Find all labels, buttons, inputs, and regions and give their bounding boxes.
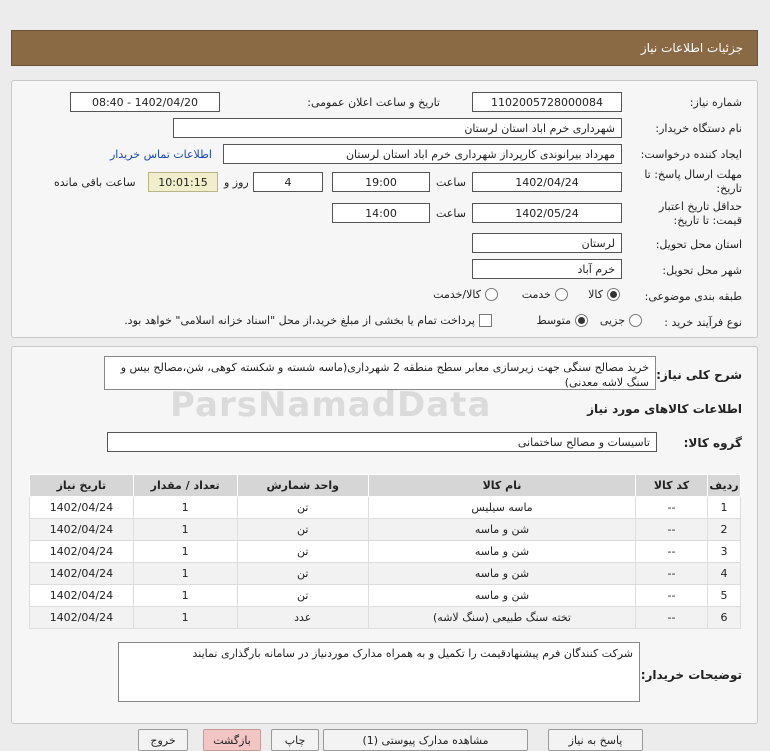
- cell-unit: عدد: [237, 607, 368, 629]
- summary-text: خرید مصالح سنگی جهت زیرسازی معابر سطح منطقه 2 شهرداری(ماسه شسته و شکسته کوهی، شن،مصالح بیس و سنگ لاشه معدنی): [104, 356, 656, 390]
- cell-date: 1402/04/24: [30, 563, 134, 585]
- goods-table-header: [30, 475, 741, 497]
- process-option-medium[interactable]: متوسط: [536, 314, 588, 327]
- city-field: خرم آباد: [472, 259, 622, 279]
- table-row: [30, 607, 741, 629]
- cell-qty: 1: [133, 519, 237, 541]
- cell-name: تخته سنگ طبیعی (سنگ لاشه): [368, 607, 635, 629]
- days-remaining-field: 4: [253, 172, 323, 192]
- goods-section-title: اطلاعات کالاهای مورد نیاز: [587, 402, 742, 416]
- announce-field: 1402/04/20 - 08:40: [70, 92, 220, 112]
- cell-code: --: [636, 607, 708, 629]
- page-title: جزئیات اطلاعات نیاز: [640, 41, 743, 55]
- table-row: [30, 497, 741, 519]
- cell-date: 1402/04/24: [30, 607, 134, 629]
- col-name-header: نام کالا: [368, 475, 635, 497]
- buyer-notes-label: توضیحات خریدار:: [640, 668, 742, 682]
- cell-row: 1: [707, 497, 740, 519]
- cell-row: 4: [707, 563, 740, 585]
- table-row: [30, 541, 741, 563]
- cell-date: 1402/04/24: [30, 497, 134, 519]
- deadline-date-field: 1402/04/24: [472, 172, 622, 192]
- goods-group-field: تاسیسات و مصالح ساختمانی: [107, 432, 657, 452]
- validity-time-label: ساعت: [436, 207, 466, 220]
- col-qty-header: تعداد / مقدار: [133, 475, 237, 497]
- cell-qty: 1: [133, 563, 237, 585]
- cell-unit: تن: [237, 519, 368, 541]
- goods-table-wrapper: [29, 474, 741, 629]
- goods-group-label: گروه کالا:: [683, 436, 742, 450]
- remaining-time-field: 10:01:15: [148, 172, 218, 192]
- cell-code: --: [636, 585, 708, 607]
- radio-icon[interactable]: [555, 288, 568, 301]
- cell-name: شن و ماسه: [368, 519, 635, 541]
- deadline-time-field: 19:00: [332, 172, 430, 192]
- cell-qty: 1: [133, 585, 237, 607]
- payment-treasury-option[interactable]: پرداخت تمام یا بخشی از مبلغ خرید،از محل "اسناد خزانه اسلامی" خواهد بود.: [124, 314, 492, 327]
- category-option-service[interactable]: خدمت: [522, 288, 568, 301]
- remaining-time-label: ساعت باقی مانده: [54, 176, 136, 189]
- radio-selected-icon[interactable]: [607, 288, 620, 301]
- table-row: [30, 563, 741, 585]
- cell-date: 1402/04/24: [30, 519, 134, 541]
- cell-unit: تن: [237, 497, 368, 519]
- validity-date-field: 1402/05/24: [472, 203, 622, 223]
- deadline-label-line2: تاریخ:: [716, 182, 742, 195]
- process-label: نوع فرآیند خرید :: [664, 316, 742, 329]
- category-option-goods[interactable]: کالا: [588, 288, 620, 301]
- validity-label-line1: حداقل تاریخ اعتبار: [658, 200, 742, 213]
- col-row-header: ردیف: [707, 475, 740, 497]
- cell-code: --: [636, 541, 708, 563]
- cell-unit: تن: [237, 585, 368, 607]
- table-row: [30, 585, 741, 607]
- deadline-label-line1: مهلت ارسال پاسخ: تا: [644, 168, 742, 181]
- need-number-field: 1102005728000084: [472, 92, 622, 112]
- view-attachments-button[interactable]: مشاهده مدارک پیوستی (1): [323, 729, 528, 751]
- col-code-header: کد کالا: [636, 475, 708, 497]
- radio-icon[interactable]: [629, 314, 642, 327]
- cell-row: 3: [707, 541, 740, 563]
- cell-name: شن و ماسه: [368, 541, 635, 563]
- city-label: شهر محل تحویل:: [662, 264, 742, 277]
- province-field: لرستان: [472, 233, 622, 253]
- deadline-time-label: ساعت: [436, 176, 466, 189]
- exit-button[interactable]: خروج: [138, 729, 188, 751]
- reply-to-need-button[interactable]: پاسخ به نیاز: [548, 729, 643, 751]
- cell-date: 1402/04/24: [30, 585, 134, 607]
- cell-qty: 1: [133, 497, 237, 519]
- col-unit-header: واحد شمارش: [237, 475, 368, 497]
- cell-unit: تن: [237, 563, 368, 585]
- watermark: ParsNamadData: [170, 385, 492, 425]
- cell-name: شن و ماسه: [368, 563, 635, 585]
- category-option-goods-service[interactable]: کالا/خدمت: [433, 288, 498, 301]
- province-label: استان محل تحویل:: [655, 238, 742, 251]
- requester-field: مهرداد بیرانوندی کارپرداز شهرداری خرم اباد استان لرستان: [223, 144, 622, 164]
- announce-label: تاریخ و ساعت اعلان عمومی:: [307, 96, 440, 109]
- cell-name: شن و ماسه: [368, 585, 635, 607]
- need-number-label: شماره نیاز:: [689, 96, 742, 109]
- cell-name: ماسه سیلیس: [368, 497, 635, 519]
- cell-code: --: [636, 497, 708, 519]
- cell-qty: 1: [133, 541, 237, 563]
- cell-row: 6: [707, 607, 740, 629]
- cell-row: 2: [707, 519, 740, 541]
- validity-label-line2: قیمت: تا تاریخ:: [673, 214, 742, 227]
- page-title-bar: [11, 30, 758, 66]
- buyer-notes-text: شرکت کنندگان فرم پیشنهادقیمت را تکمیل و به همراه مدارک موردنیاز در سامانه بارگذاری نمایند: [118, 642, 640, 702]
- category-label: طبقه بندی موضوعی:: [644, 290, 742, 303]
- cell-date: 1402/04/24: [30, 541, 134, 563]
- radio-icon[interactable]: [485, 288, 498, 301]
- buyer-org-label: نام دستگاه خریدار:: [655, 122, 742, 135]
- requester-label: ایجاد کننده درخواست:: [640, 148, 742, 161]
- cell-code: --: [636, 519, 708, 541]
- validity-time-field: 14:00: [332, 203, 430, 223]
- buyer-org-field: شهرداری خرم اباد استان لرستان: [173, 118, 622, 138]
- cell-row: 5: [707, 585, 740, 607]
- back-button[interactable]: بازگشت: [203, 729, 261, 751]
- goods-table: [29, 474, 741, 629]
- days-label: روز و: [224, 176, 249, 189]
- cell-qty: 1: [133, 607, 237, 629]
- checkbox-icon[interactable]: [479, 314, 492, 327]
- col-date-header: تاریخ نیاز: [30, 475, 134, 497]
- cell-unit: تن: [237, 541, 368, 563]
- buyer-contact-link[interactable]: اطلاعات تماس خریدار: [110, 148, 212, 161]
- cell-code: --: [636, 563, 708, 585]
- summary-label: شرح کلی نیاز:: [656, 368, 742, 382]
- table-row: [30, 519, 741, 541]
- process-option-minor[interactable]: جزیی: [600, 314, 642, 327]
- radio-selected-icon[interactable]: [575, 314, 588, 327]
- print-button[interactable]: چاپ: [271, 729, 319, 751]
